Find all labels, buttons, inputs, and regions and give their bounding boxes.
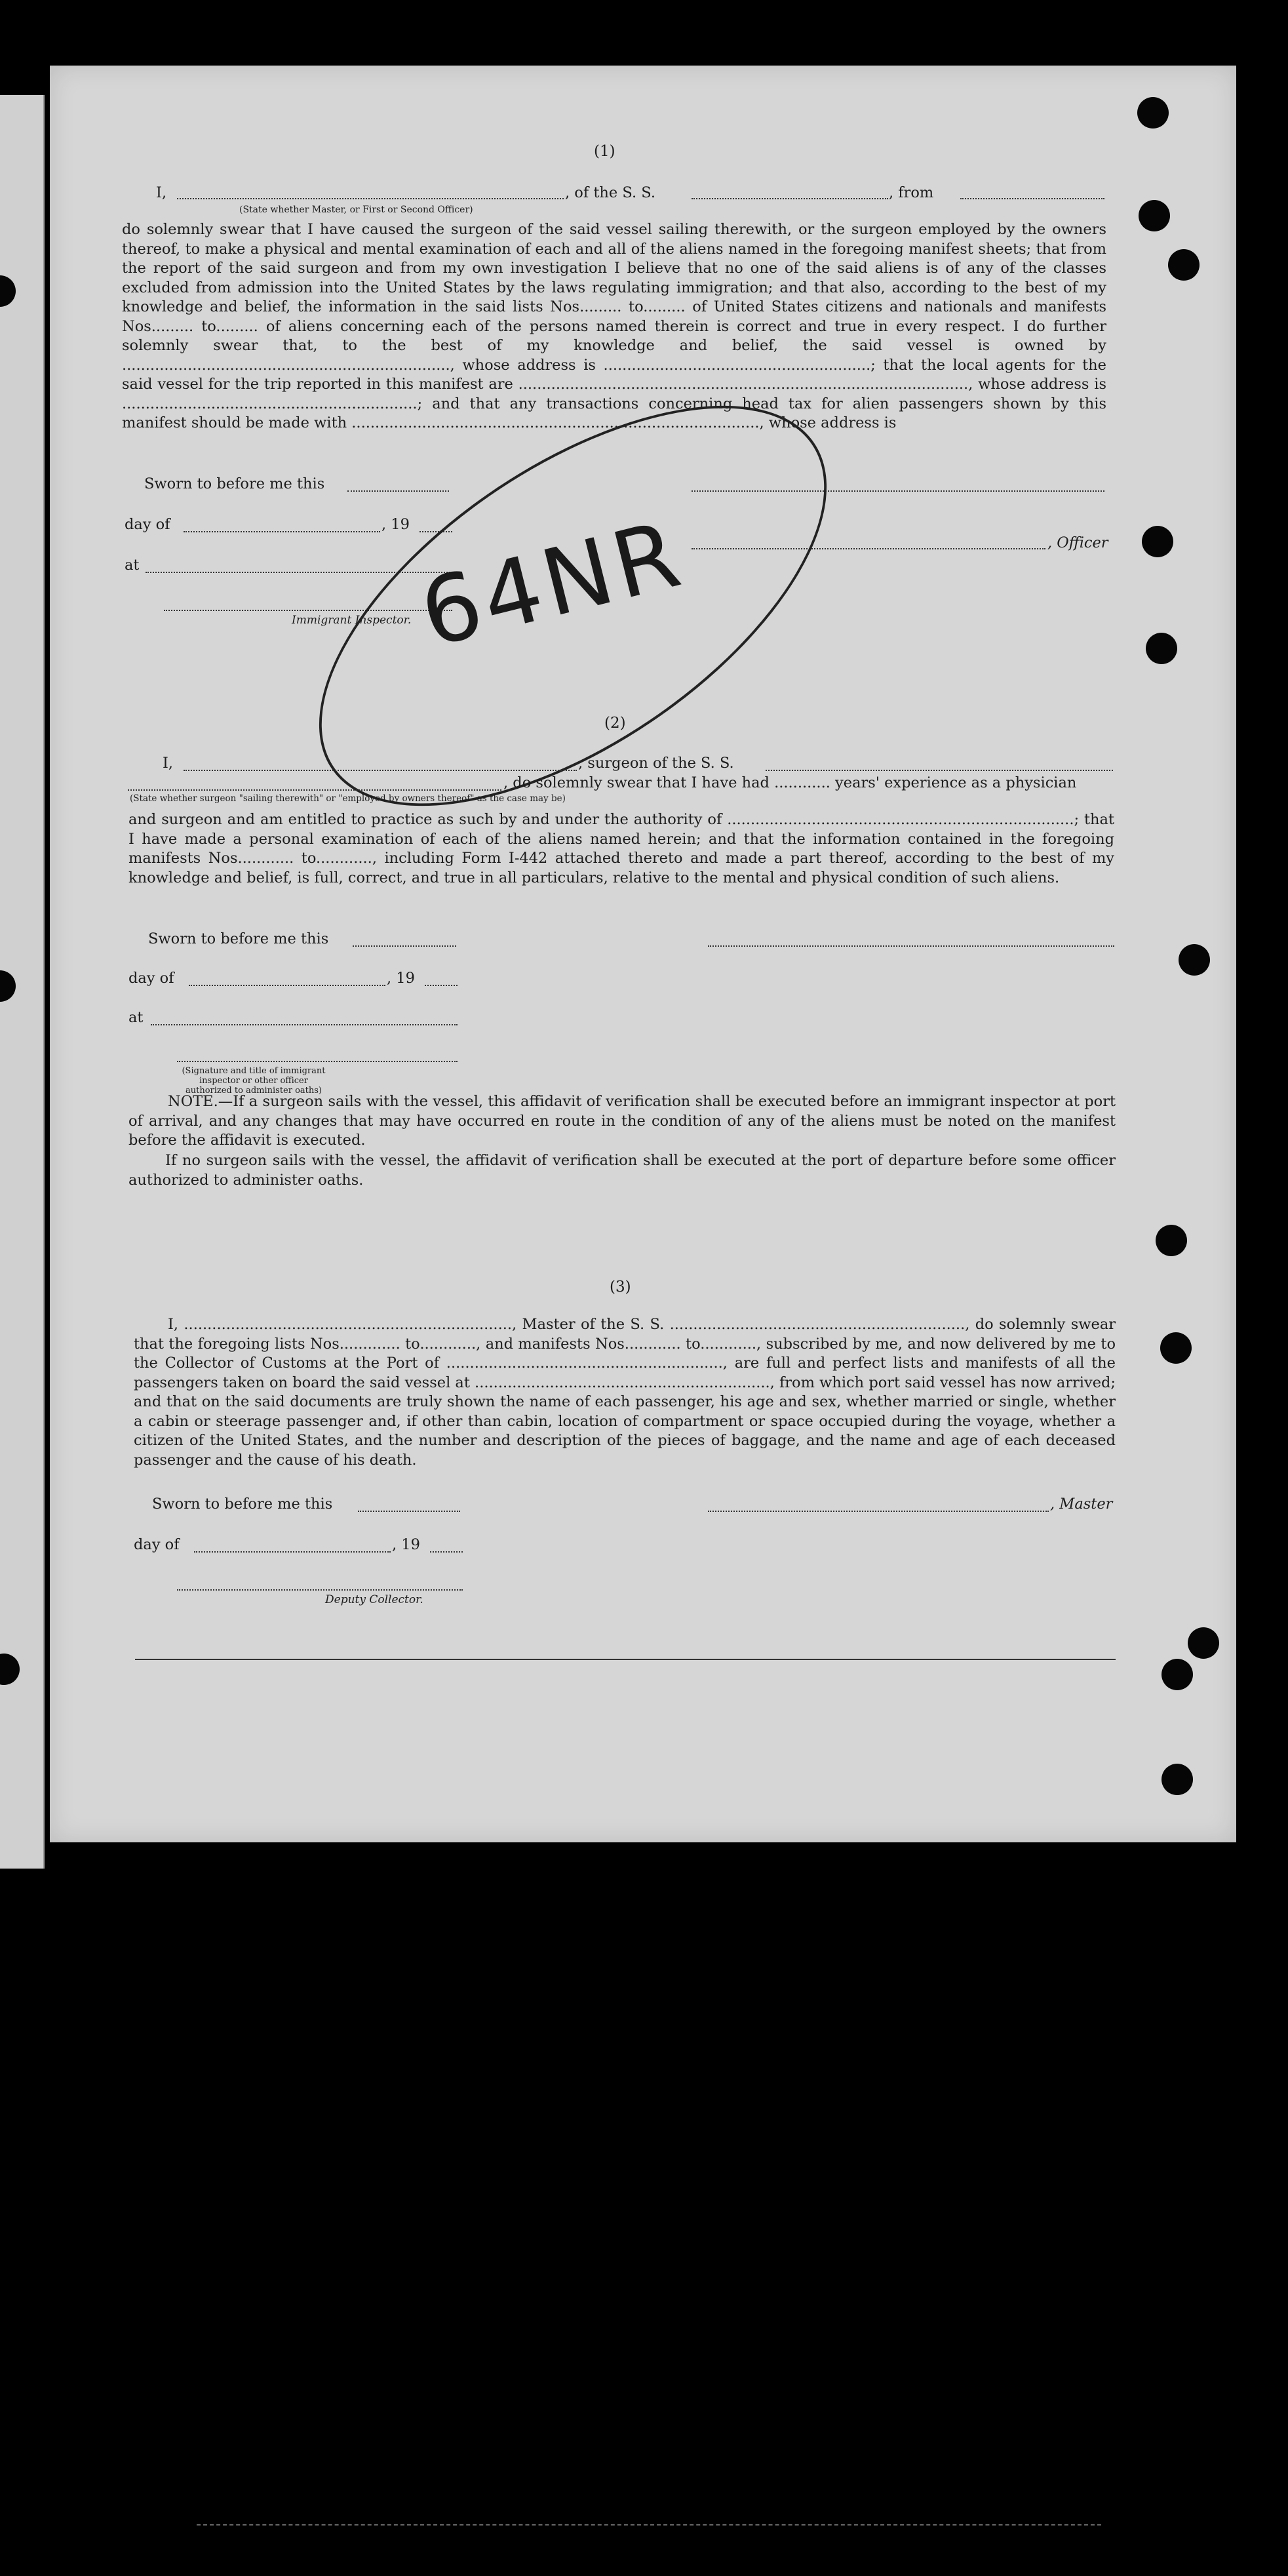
section-2-status-field[interactable] (128, 789, 501, 791)
punch-hole (1168, 249, 1200, 281)
note-paragraph-2: If no surgeon sails with the vessel, the affidavit of verification shall be executed at the port of departure before some officer authorized to administer oaths. (128, 1152, 1116, 1189)
section-3-year-field[interactable] (430, 1551, 463, 1553)
section-2-inspector-field[interactable] (177, 1061, 458, 1062)
punch-hole (1179, 944, 1210, 976)
section-1-sworn-day-field[interactable] (347, 490, 449, 492)
surgeon-caption: (State whether surgeon "sailing therewith" or "employed by owners thereof" as the case may be) (130, 793, 566, 804)
section-2-month-field[interactable] (189, 985, 385, 986)
punch-hole (1160, 1332, 1192, 1364)
section-2-vessel-field[interactable] (766, 770, 1113, 771)
vessel-name-field[interactable] (692, 198, 888, 199)
from-label: , from (889, 184, 934, 201)
section-2-at-label: at (128, 1009, 144, 1026)
section-2-paragraph: and surgeon and am entitled to practice as such by and under the authority of ..........................................................................; that I have made a personal examination of each of the aliens named herein; and that the information contained in the foregoing manifests Nos............ to............, including Form I-442 attached thereto and made a part thereof, according to the best of my knowledge and belief, is full, correct, and true in all particulars, relative to the mental and physical condition of such aliens. (128, 811, 1114, 886)
punch-hole (1161, 1764, 1193, 1795)
section-1-at-label: at (125, 557, 140, 574)
section-1-day-of-label: day of (125, 516, 170, 533)
section-2-number: (2) (604, 715, 626, 732)
handwritten-annotation: 64NR (410, 500, 693, 669)
section-1-year-label: , 19 (381, 516, 410, 533)
page-bottom-rule (135, 1659, 1116, 1660)
surgeon-of-label: , surgeon of the S. S. (578, 755, 734, 772)
section-3-day-of-label: day of (134, 1536, 180, 1553)
punch-hole (1161, 1659, 1193, 1690)
immigrant-inspector-label: Immigrant Inspector. (292, 614, 412, 627)
officer-label: , Officer (1047, 534, 1108, 551)
section-3-sworn-day-field[interactable] (358, 1511, 460, 1512)
of-ss-label: , of the S. S. (565, 184, 656, 201)
punch-hole (1146, 633, 1177, 664)
section-3-sworn-label: Sworn to before me this (152, 1496, 333, 1513)
master-caption: (State whether Master, or First or Second Officer) (239, 205, 473, 215)
master-label: , Master (1050, 1496, 1113, 1513)
section-2-sworn-label: Sworn to before me this (148, 930, 329, 947)
section-1-i: I, (156, 184, 167, 201)
from-port-field[interactable] (960, 198, 1104, 199)
section-2-signature-field[interactable] (708, 945, 1114, 947)
section-3-month-field[interactable] (194, 1551, 391, 1553)
section-3-year-label: , 19 (392, 1536, 420, 1553)
section-3-master-signature-field[interactable] (708, 1511, 1049, 1512)
section-3-paragraph: I, ......................................................................, Master of the S. S. ..............................................................., do solemnly swear that the foregoing lists Nos............. to............, and manifests Nos............ to............, subscribed by me, and now delivered by me to the Collector of Customs at the Port of ..........................................................., are full and perfect lists and manifests of all the passengers taken on board the said vessel at ..............................................................., from which port said vessel has now arrived; and that on the said documents are truly shown the name of each passenger, his age and sex, whether married or single, whether a cabin or steerage passenger and, if other than cabin, location of compartment or space occupied during the voyage, whether a citizen of the United States, and the number and description of the pieces of baggage, and the name and age of each deceased passenger and the cause of his death. (134, 1316, 1116, 1469)
section-2-at-field[interactable] (151, 1024, 458, 1025)
signature-title-caption: (Signature and title of immigrant inspector or other officer authorized to administer oaths) (182, 1066, 326, 1096)
section-2-sworn-day-field[interactable] (353, 945, 456, 947)
note-paragraph-1: NOTE.—If a surgeon sails with the vessel, this affidavit of verification shall be executed before an immigrant inspector at port of arrival, and any changes that may have occurred en route in the condition of any of the aliens must be noted on the manifest before the affidavit is executed. (128, 1093, 1116, 1149)
section-1-month-field[interactable] (184, 531, 380, 532)
section-1-number: (1) (594, 143, 615, 160)
bleed-through-text (111, 59, 1134, 177)
section-2-surgeon-name-field[interactable] (184, 770, 577, 771)
section-2-i: I, (163, 755, 174, 772)
punch-hole (1139, 200, 1170, 231)
master-name-field[interactable] (177, 198, 564, 199)
section-1-sworn-label: Sworn to before me this (144, 475, 325, 492)
punch-hole (1156, 1225, 1187, 1256)
punch-hole (1142, 526, 1173, 557)
section-3-number: (3) (610, 1278, 631, 1296)
section-2-year-field[interactable] (425, 985, 458, 986)
section-1-paragraph: do solemnly swear that I have caused the surgeon of the said vessel sailing therewith, or the surgeon employed by the owners thereof, to make a physical and mental examination of each and all of the aliens named in the foregoing manifest sheets; that from the report of the said surgeon and from my own investigation I believe that no one of the said aliens is of any of the classes excluded from admission into the United States by the laws regulating immigration; and that also, according to the best of my knowledge and belief, the information in the said lists Nos......... to......... of United States citizens and nationals and manifests Nos......... to......... of aliens concerning each of the persons named therein is correct and true in every respect. I do further solemnly swear that, to the best of my knowledge and belief, the said vessel is owned by ......................................................................, whose address is .........................................................; that the local agents for the said vessel for the trip reported in this manifest are ................................................................................................, whose address is ...............................................................; and that any transactions concerning head tax for alien passengers shown by this manifest should be made with ......................................................................................., whose address is (122, 221, 1106, 431)
punch-hole (1188, 1627, 1219, 1659)
deputy-collector-signature-field[interactable] (177, 1589, 463, 1591)
section-2-year-label: , 19 (387, 970, 415, 987)
punch-hole (1137, 97, 1169, 129)
scan-bottom-artifact (197, 2524, 1101, 2526)
section-2-day-of-label: day of (128, 970, 174, 987)
swear-years-text: , do solemnly swear that I have had ............ years' experience as a physician (503, 774, 1077, 791)
deputy-collector-label: Deputy Collector. (325, 1593, 423, 1606)
